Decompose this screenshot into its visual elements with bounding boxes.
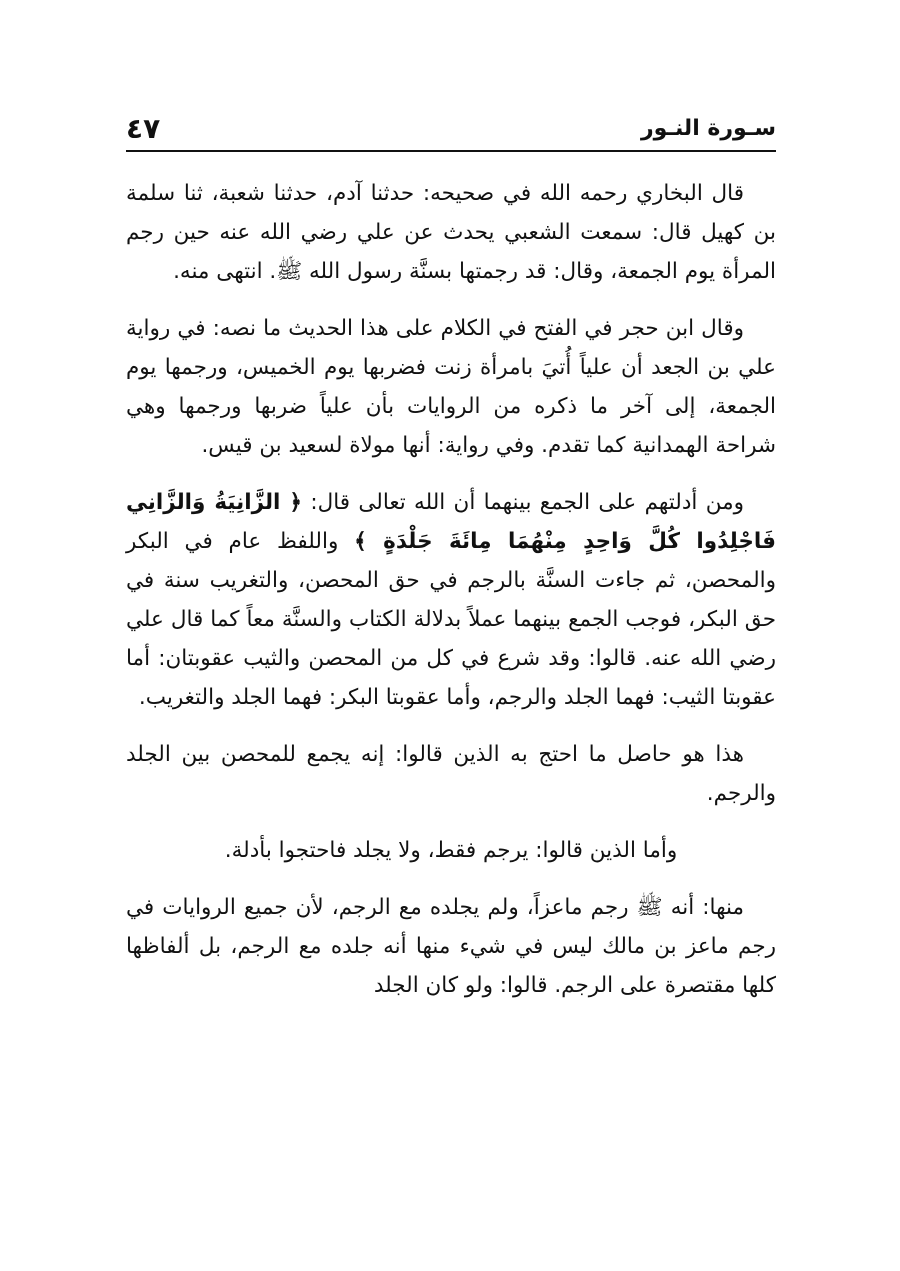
chapter-title: سـورة النـور: [640, 116, 776, 141]
paragraph-bukhari: قال البخاري رحمه الله في صحيحه: حدثنا آدم، حدثنا شعبة، ثنا سلمة بن كهيل قال: سمعت الشعبي يحدث عن علي رضي الله عنه حين رجم المرأة يوم الجمعة، وقال: قد رجمتها بسنَّة رسول الله ﷺ. انتهى منه.: [126, 181, 776, 284]
paragraph-maiz: منها: أنه ﷺ رجم ماعزاً، ولم يجلده مع الرجم، لأن جميع الروايات في رجم ماعز بن مالك ليس في شيء منها أنه جلده مع الرجم، بل ألفاظها كلها مقتصرة على الرجم. قالوا: ولو كان الجلد: [126, 895, 776, 998]
evidence-intro: ومن أدلتهم على الجمع بينهما أن الله تعالى قال:: [302, 490, 744, 515]
page-body: [126, 174, 776, 1005]
page-header: [126, 108, 776, 152]
page-number: ٤٧: [126, 112, 161, 145]
paragraph-stoning-only: وأما الذين قالوا: يرجم فقط، ولا يجلد فاحتجوا بأدلة.: [224, 838, 678, 863]
paragraph-evidence: [126, 483, 776, 717]
quran-verse: ﴿ الزَّانِيَةُ وَالزَّانِي فَاجْلِدُوا كُلَّ وَاحِدٍ مِنْهُمَا مِائَةَ جَلْدَةٍ ﴾: [126, 490, 776, 554]
evidence-rest: واللفظ عام في البكر والمحصن، ثم جاءت السنَّة بالرجم في حق المحصن، والتغريب سنة في حق البكر، فوجب الجمع بينهما عملاً بدلالة الكتاب والسنَّة معاً كما قال علي رضي الله عنه. قالوا: وقد شرع في كل من المحصن والثيب عقوبتان: أما عقوبتا الثيب: فهما الجلد والرجم، وأما عقوبتا البكر: فهما الجلد والتغريب.: [126, 529, 776, 710]
paragraph-summary: هذا هو حاصل ما احتج به الذين قالوا: إنه يجمع للمحصن بين الجلد والرجم.: [126, 742, 776, 806]
paragraph-ibn-hajar: وقال ابن حجر في الفتح في الكلام على هذا الحديث ما نصه: في رواية علي بن الجعد أن علياً أُتيَ بامرأة زنت فضربها يوم الخميس، ورجمها يوم الجمعة، إلى آخر ما ذكره من الروايات بأن علياً ضربها ورجمها وهي شراحة الهمدانية كما تقدم. وفي رواية: أنها مولاة لسعيد بن قيس.: [126, 316, 776, 458]
book-page: [126, 108, 776, 1023]
